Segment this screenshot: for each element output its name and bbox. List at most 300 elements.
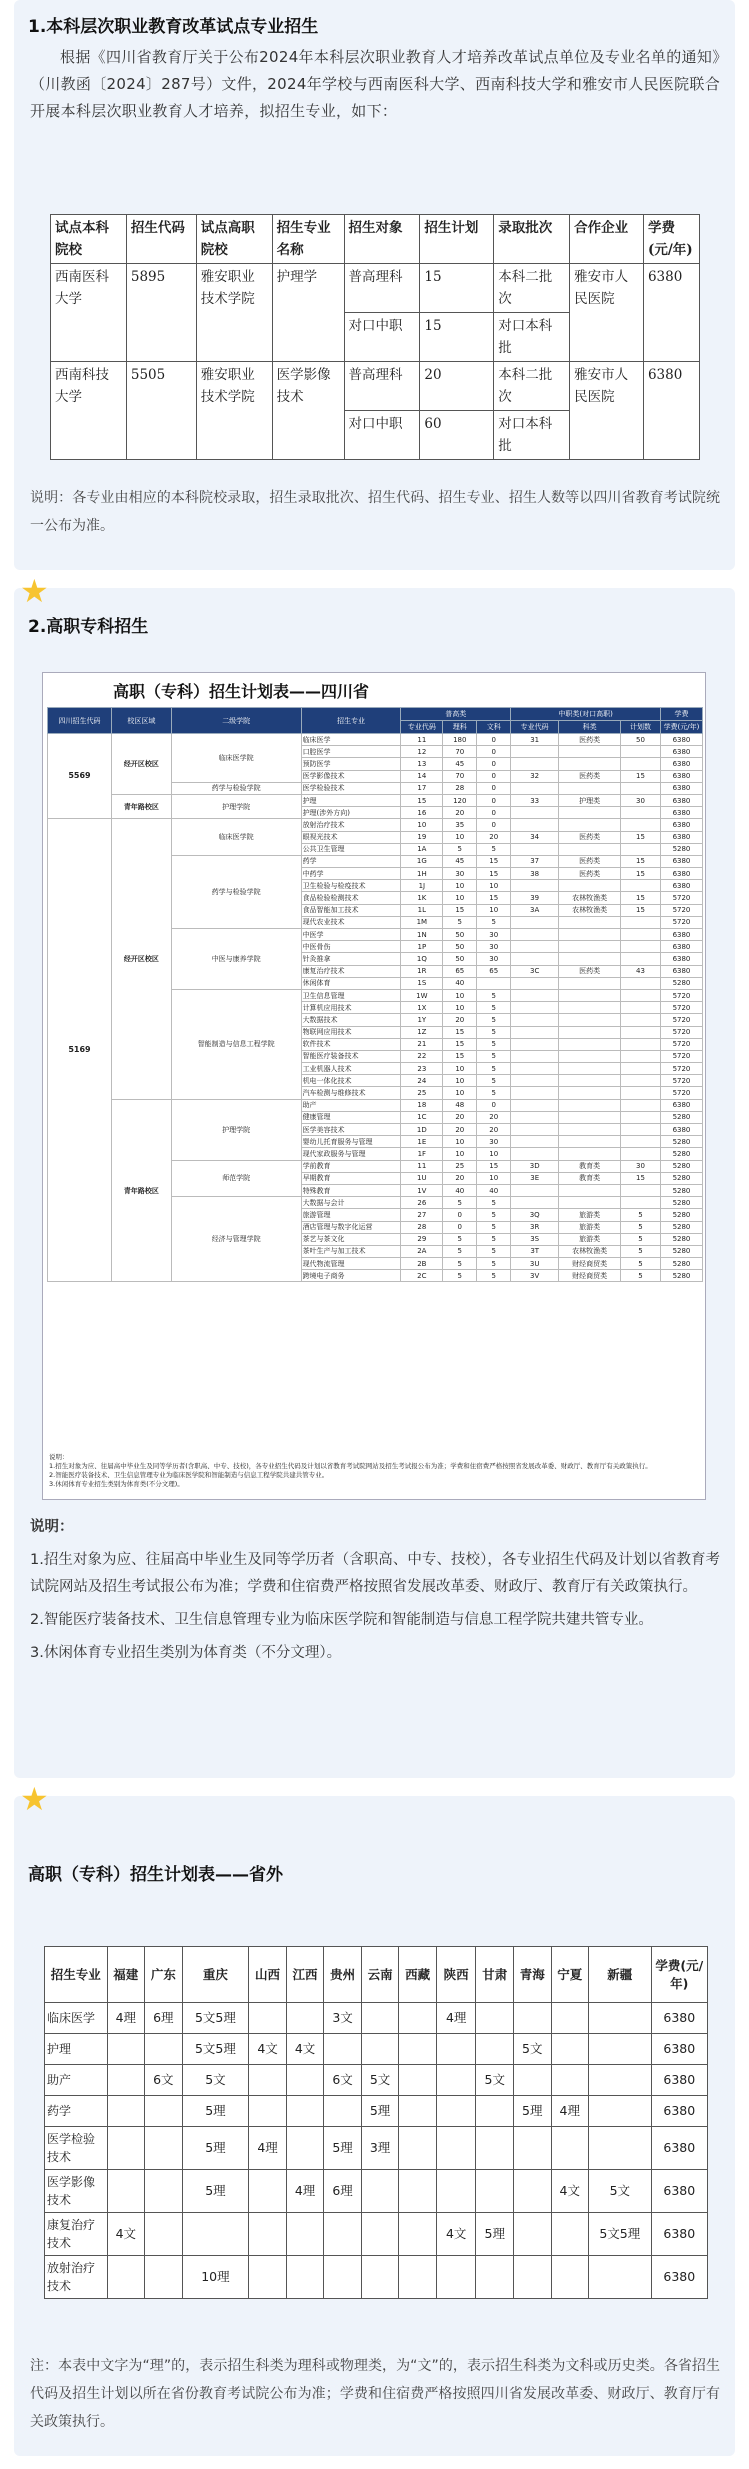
cell: 计算机应用技术 — [301, 1002, 401, 1014]
cell: 5280 — [660, 1148, 702, 1160]
cell: 120 — [443, 794, 477, 806]
cell: 1U — [401, 1172, 443, 1184]
cell: 6文 — [324, 2065, 362, 2096]
cell: 5720 — [660, 989, 702, 1001]
cell-partner: 雅安市人民医院 — [570, 362, 644, 460]
cell: 旅游类 — [559, 1221, 621, 1233]
cell: 6380 — [651, 2003, 707, 2034]
cell: 32 — [511, 770, 559, 782]
cell: 1L — [401, 904, 443, 916]
col-header: 西藏 — [399, 1947, 437, 2003]
cell: 20 — [443, 807, 477, 819]
cell: 食品检验检测技术 — [301, 892, 401, 904]
cell: 6380 — [660, 1124, 702, 1136]
cell: 婴幼儿托育服务与管理 — [301, 1136, 401, 1148]
cell: 0 — [443, 1221, 477, 1233]
cell: 15 — [477, 892, 511, 904]
cell: 5理 — [182, 2170, 249, 2213]
cell: 10 — [477, 880, 511, 892]
cell: 药学 — [301, 855, 401, 867]
cell — [559, 1087, 621, 1099]
cell: 16 — [401, 807, 443, 819]
cell: 1D — [401, 1124, 443, 1136]
section-title: 1.本科层次职业教育改革试点专业招生 — [28, 17, 319, 37]
undergrad-table — [50, 214, 700, 460]
cell: 茶叶生产与加工技术 — [301, 1245, 401, 1257]
cell: 15 — [621, 892, 661, 904]
note-item: 2.智能医疗装备技术、卫生信息管理专业为临床医学院和智能制造与信息工程学院共建共管专业。 — [30, 1612, 653, 1628]
section-undergrad — [14, 0, 735, 570]
cell — [324, 2213, 362, 2256]
col-header: 学费(元/年) — [643, 215, 699, 264]
cell — [511, 1148, 559, 1160]
cell: 5 — [477, 1233, 511, 1245]
cell — [436, 2256, 476, 2299]
cell: 1J — [401, 880, 443, 892]
outside-plan-table — [44, 1946, 708, 2299]
col-header: 江西 — [286, 1947, 324, 2003]
col-header: 专业代码 — [401, 721, 443, 734]
cell: 6380 — [651, 2170, 707, 2213]
col-header: 校区区域 — [111, 708, 171, 734]
cell: 5 — [477, 843, 511, 855]
cell: 5理 — [182, 2127, 249, 2170]
cell: 6380 — [651, 2096, 707, 2127]
cell: 22 — [401, 1050, 443, 1062]
cell: 10 — [443, 880, 477, 892]
cell: 财经商贸类 — [559, 1270, 621, 1282]
cell: 10 — [443, 1063, 477, 1075]
cell-code: 5505 — [126, 362, 196, 460]
cell: 1G — [401, 855, 443, 867]
cell: 15 — [443, 904, 477, 916]
cell: 3R — [511, 1221, 559, 1233]
cell: 6理 — [324, 2170, 362, 2213]
cell: 15 — [621, 904, 661, 916]
cell — [559, 953, 621, 965]
cell: 5720 — [660, 1063, 702, 1075]
cell — [621, 1075, 661, 1087]
cell — [107, 2127, 145, 2170]
cell: 5720 — [660, 1002, 702, 1014]
cell: 医学美容技术 — [301, 1124, 401, 1136]
cell: 15 — [401, 794, 443, 806]
cell: 5720 — [660, 916, 702, 928]
cell: 医药类 — [559, 868, 621, 880]
table-row — [45, 2065, 708, 2096]
table-row — [48, 819, 703, 831]
undergrad-note: 说明：各专业由相应的本科院校录取，招生录取批次、招生代码、招生专业、招生人数等以四川省教育考试院统一公布为准。 — [30, 490, 720, 534]
cell: 3U — [511, 1258, 559, 1270]
cell: 5280 — [660, 1270, 702, 1282]
star-icon: ★ — [20, 572, 49, 610]
cell: 4文 — [249, 2034, 287, 2065]
cell — [511, 819, 559, 831]
cell: 34 — [511, 831, 559, 843]
cell: 农林牧渔类 — [559, 1245, 621, 1257]
cell: 教育类 — [559, 1172, 621, 1184]
cell — [249, 2170, 287, 2213]
cell: 30 — [443, 868, 477, 880]
cell: 5文5理 — [182, 2003, 249, 2034]
cell: 5280 — [660, 1209, 702, 1221]
cell — [559, 916, 621, 928]
cell: 3E — [511, 1172, 559, 1184]
cell: 3Q — [511, 1209, 559, 1221]
cell: 1M — [401, 916, 443, 928]
cell — [511, 1002, 559, 1014]
cell: 公共卫生管理 — [301, 843, 401, 855]
col-header: 甘肃 — [476, 1947, 514, 2003]
cell — [399, 2096, 437, 2127]
col-header: 招生对象 — [344, 215, 420, 264]
cell: 15 — [621, 770, 661, 782]
cell-obj: 对口中职 — [344, 411, 420, 460]
cell-batch: 本科二批次 — [494, 362, 570, 411]
cell — [621, 746, 661, 758]
group-header: 普高类 — [401, 708, 511, 721]
table-title: 高职（专科）招生计划表——四川省 — [113, 682, 370, 701]
cell — [559, 1002, 621, 1014]
cell: 26 — [401, 1197, 443, 1209]
cell: 5 — [477, 1063, 511, 1075]
col-header: 青海 — [513, 1947, 551, 2003]
table-row — [45, 2256, 708, 2299]
cell: 11 — [401, 734, 443, 746]
cell: 10 — [477, 1172, 511, 1184]
cell: 现代家政服务与管理 — [301, 1148, 401, 1160]
cell-college: 雅安职业技术学院 — [196, 264, 272, 362]
cell — [361, 2213, 399, 2256]
col-header: 试点本科院校 — [51, 215, 127, 264]
note-line: 2.智能医疗装备技术、卫生信息管理专业为临床医学院和智能制造与信息工程学院共建共管专业。 — [49, 1471, 329, 1479]
cell: 5720 — [660, 1050, 702, 1062]
cell: 1P — [401, 941, 443, 953]
cell: 医学检验技术 — [301, 782, 401, 794]
cell: 6380 — [660, 819, 702, 831]
cell — [551, 2213, 589, 2256]
cell: 6380 — [660, 758, 702, 770]
cell: 5280 — [660, 1233, 702, 1245]
cell-batch: 对口本科批 — [494, 411, 570, 460]
cell: 放射治疗技术 — [45, 2256, 108, 2299]
cell — [511, 1063, 559, 1075]
cell: 0 — [477, 819, 511, 831]
cell — [559, 782, 621, 794]
cell: 38 — [511, 868, 559, 880]
cell — [511, 1050, 559, 1062]
cell — [621, 782, 661, 794]
cell: 1R — [401, 965, 443, 977]
cell: 20 — [443, 1014, 477, 1026]
cell: 50 — [621, 734, 661, 746]
cell — [511, 758, 559, 770]
cell: 卫生检验与检疫技术 — [301, 880, 401, 892]
cell — [621, 1014, 661, 1026]
cell: 15 — [621, 1172, 661, 1184]
cell-major: 护理学 — [272, 264, 344, 362]
col-header: 文科 — [477, 721, 511, 734]
cell: 50 — [443, 941, 477, 953]
cell — [621, 1111, 661, 1123]
cell — [551, 2003, 589, 2034]
cell: 5280 — [660, 1221, 702, 1233]
table-row — [45, 2003, 708, 2034]
group-header: 中职类(对口高职) — [511, 708, 661, 721]
cell: 30 — [621, 794, 661, 806]
cell — [361, 2034, 399, 2065]
cell — [621, 977, 661, 989]
cell — [621, 807, 661, 819]
cell — [621, 819, 661, 831]
cell — [513, 2256, 551, 2299]
cell: 0 — [477, 794, 511, 806]
col-header: 试点高职院校 — [196, 215, 272, 264]
cell: 1S — [401, 977, 443, 989]
cell: 12 — [401, 746, 443, 758]
cell — [399, 2256, 437, 2299]
cell: 39 — [511, 892, 559, 904]
cell — [589, 2096, 652, 2127]
cell: 临床医学 — [45, 2003, 108, 2034]
cell: 中药学 — [301, 868, 401, 880]
cell: 大数据技术 — [301, 1014, 401, 1026]
cell — [511, 941, 559, 953]
cell: 护理(涉外方向) — [301, 807, 401, 819]
cell — [511, 916, 559, 928]
vocational-notes — [30, 1514, 720, 1667]
cell — [249, 2256, 287, 2299]
cell — [559, 1111, 621, 1123]
cell: 30 — [621, 1160, 661, 1172]
cell — [324, 2096, 362, 2127]
cell: 20 — [477, 1124, 511, 1136]
cell: 6380 — [660, 929, 702, 941]
cell-college: 雅安职业技术学院 — [196, 362, 272, 460]
cell — [621, 1148, 661, 1160]
cell: 45 — [443, 855, 477, 867]
cell: 4理 — [249, 2127, 287, 2170]
cell — [107, 2170, 145, 2213]
cell — [476, 2170, 514, 2213]
cell-school: 西南医科大学 — [51, 264, 127, 362]
cell-code: 5895 — [126, 264, 196, 362]
cell: 5理 — [476, 2213, 514, 2256]
cell — [436, 2170, 476, 2213]
cell: 5 — [443, 1197, 477, 1209]
cell — [436, 2034, 476, 2065]
cell: 20 — [477, 831, 511, 843]
col-header: 录取批次 — [494, 215, 570, 264]
note-line: 说明： — [49, 1453, 69, 1461]
cell: 1C — [401, 1111, 443, 1123]
notes-title: 说明： — [30, 1519, 74, 1535]
cell — [621, 1184, 661, 1196]
cell: 15 — [477, 855, 511, 867]
cell: 15 — [443, 1026, 477, 1038]
cell — [589, 2034, 652, 2065]
table-row — [45, 2034, 708, 2065]
section-title: 2.高职专科招生 — [28, 617, 149, 637]
cell: 5280 — [660, 843, 702, 855]
cell — [511, 1038, 559, 1050]
cell: 5 — [477, 1002, 511, 1014]
cell — [436, 2127, 476, 2170]
cell — [476, 2003, 514, 2034]
cell: 放射治疗技术 — [301, 819, 401, 831]
col-header: 招生专业名称 — [272, 215, 344, 264]
cell: 1N — [401, 929, 443, 941]
cell — [286, 2213, 324, 2256]
cell: 大数据与会计 — [301, 1197, 401, 1209]
cell-college: 药学与检验学院 — [171, 855, 301, 928]
cell — [511, 1087, 559, 1099]
cell — [589, 2127, 652, 2170]
cell — [145, 2127, 183, 2170]
cell: 医学检验技术 — [45, 2127, 108, 2170]
table-note — [49, 1453, 699, 1489]
cell: 40 — [443, 1184, 477, 1196]
cell — [621, 1002, 661, 1014]
col-header: 招生计划 — [420, 215, 494, 264]
cell: 43 — [621, 965, 661, 977]
cell — [249, 2003, 287, 2034]
cell — [249, 2096, 287, 2127]
cell: 4理 — [436, 2003, 476, 2034]
cell: 15 — [621, 855, 661, 867]
cell: 5720 — [660, 904, 702, 916]
cell: 6380 — [660, 941, 702, 953]
cell: 2C — [401, 1270, 443, 1282]
cell — [286, 2096, 324, 2127]
cell: 6380 — [660, 855, 702, 867]
cell: 药学 — [45, 2096, 108, 2127]
cell: 医药类 — [559, 734, 621, 746]
cell — [511, 807, 559, 819]
cell: 5280 — [660, 1111, 702, 1123]
table-row — [45, 2096, 708, 2127]
cell — [551, 2256, 589, 2299]
cell: 4理 — [107, 2003, 145, 2034]
cell-college: 护理学院 — [171, 794, 301, 818]
cell: 5 — [477, 989, 511, 1001]
cell: 助产 — [301, 1099, 401, 1111]
cell: 6380 — [660, 953, 702, 965]
cell: 软件技术 — [301, 1038, 401, 1050]
table-row — [51, 264, 700, 313]
cell — [621, 941, 661, 953]
cell — [286, 2065, 324, 2096]
cell: 1K — [401, 892, 443, 904]
cell: 5 — [443, 1233, 477, 1245]
cell: 汽车检测与维修技术 — [301, 1087, 401, 1099]
cell — [513, 2127, 551, 2170]
col-header: 广东 — [145, 1947, 183, 2003]
section-title: 高职（专科）招生计划表——省外 — [28, 1865, 283, 1885]
note-item: 3.休闲体育专业招生类别为体育类（不分文理）。 — [30, 1645, 342, 1661]
cell: 3S — [511, 1233, 559, 1245]
cell: 5280 — [660, 1160, 702, 1172]
cell: 10 — [443, 892, 477, 904]
cell: 1A — [401, 843, 443, 855]
cell: 5 — [477, 1270, 511, 1282]
cell — [559, 1075, 621, 1087]
cell: 财经商贸类 — [559, 1258, 621, 1270]
cell: 酒店管理与数字化运营 — [301, 1221, 401, 1233]
cell: 24 — [401, 1075, 443, 1087]
cell: 10 — [443, 1002, 477, 1014]
cell: 茶艺与茶文化 — [301, 1233, 401, 1245]
cell: 1W — [401, 989, 443, 1001]
cell: 5 — [477, 1258, 511, 1270]
cell: 5 — [477, 1245, 511, 1257]
cell: 25 — [401, 1087, 443, 1099]
cell: 1Z — [401, 1026, 443, 1038]
cell — [145, 2034, 183, 2065]
cell: 10理 — [182, 2256, 249, 2299]
cell: 1X — [401, 1002, 443, 1014]
cell: 5 — [477, 916, 511, 928]
cell-college: 经济与管理学院 — [171, 1197, 301, 1282]
cell: 3文 — [324, 2003, 362, 2034]
cell: 27 — [401, 1209, 443, 1221]
cell: 5720 — [660, 1087, 702, 1099]
cell: 6380 — [660, 880, 702, 892]
cell — [107, 2256, 145, 2299]
sichuan-plan-table — [47, 707, 703, 1282]
col-header: 二级学院 — [171, 708, 301, 734]
col-header: 陕西 — [436, 1947, 476, 2003]
cell: 0 — [443, 1209, 477, 1221]
cell: 30 — [477, 953, 511, 965]
cell: 6380 — [660, 868, 702, 880]
cell — [361, 2003, 399, 2034]
cell: 5 — [443, 1258, 477, 1270]
col-header: 宁夏 — [551, 1947, 589, 2003]
col-header: 四川招生代码 — [48, 708, 112, 734]
note-item: 1.招生对象为应、往届高中毕业生及同等学历者（含职高、中专、技校），各专业招生代码及计划以省教育考试院网站及招生考试报公布为准；学费和住宿费严格按照省发展改革委、财政厅、教育厅有关政策执行。 — [30, 1552, 720, 1595]
cell-school: 西南科技大学 — [51, 362, 127, 460]
cell: 50 — [443, 953, 477, 965]
cell — [621, 1136, 661, 1148]
cell: 跨境电子商务 — [301, 1270, 401, 1282]
col-header: 学费(元/年) — [651, 1947, 707, 2003]
cell — [399, 2170, 437, 2213]
cell: 5理 — [182, 2096, 249, 2127]
cell — [551, 2034, 589, 2065]
cell-batch: 对口本科批 — [494, 313, 570, 362]
cell — [513, 2003, 551, 2034]
section-vocational — [14, 572, 735, 1778]
cell: 37 — [511, 855, 559, 867]
cell: 6380 — [651, 2065, 707, 2096]
cell: 特殊教育 — [301, 1184, 401, 1196]
cell: 护理 — [45, 2034, 108, 2065]
cell — [551, 2065, 589, 2096]
cell: 6380 — [660, 794, 702, 806]
cell — [511, 1124, 559, 1136]
cell — [559, 1099, 621, 1111]
cell — [621, 1099, 661, 1111]
cell — [107, 2065, 145, 2096]
cell: 6380 — [651, 2213, 707, 2256]
cell: 5 — [621, 1209, 661, 1221]
cell: 康复治疗技术 — [45, 2213, 108, 2256]
cell — [589, 2065, 652, 2096]
cell — [511, 1111, 559, 1123]
cell: 10 — [443, 1087, 477, 1099]
cell — [436, 2065, 476, 2096]
